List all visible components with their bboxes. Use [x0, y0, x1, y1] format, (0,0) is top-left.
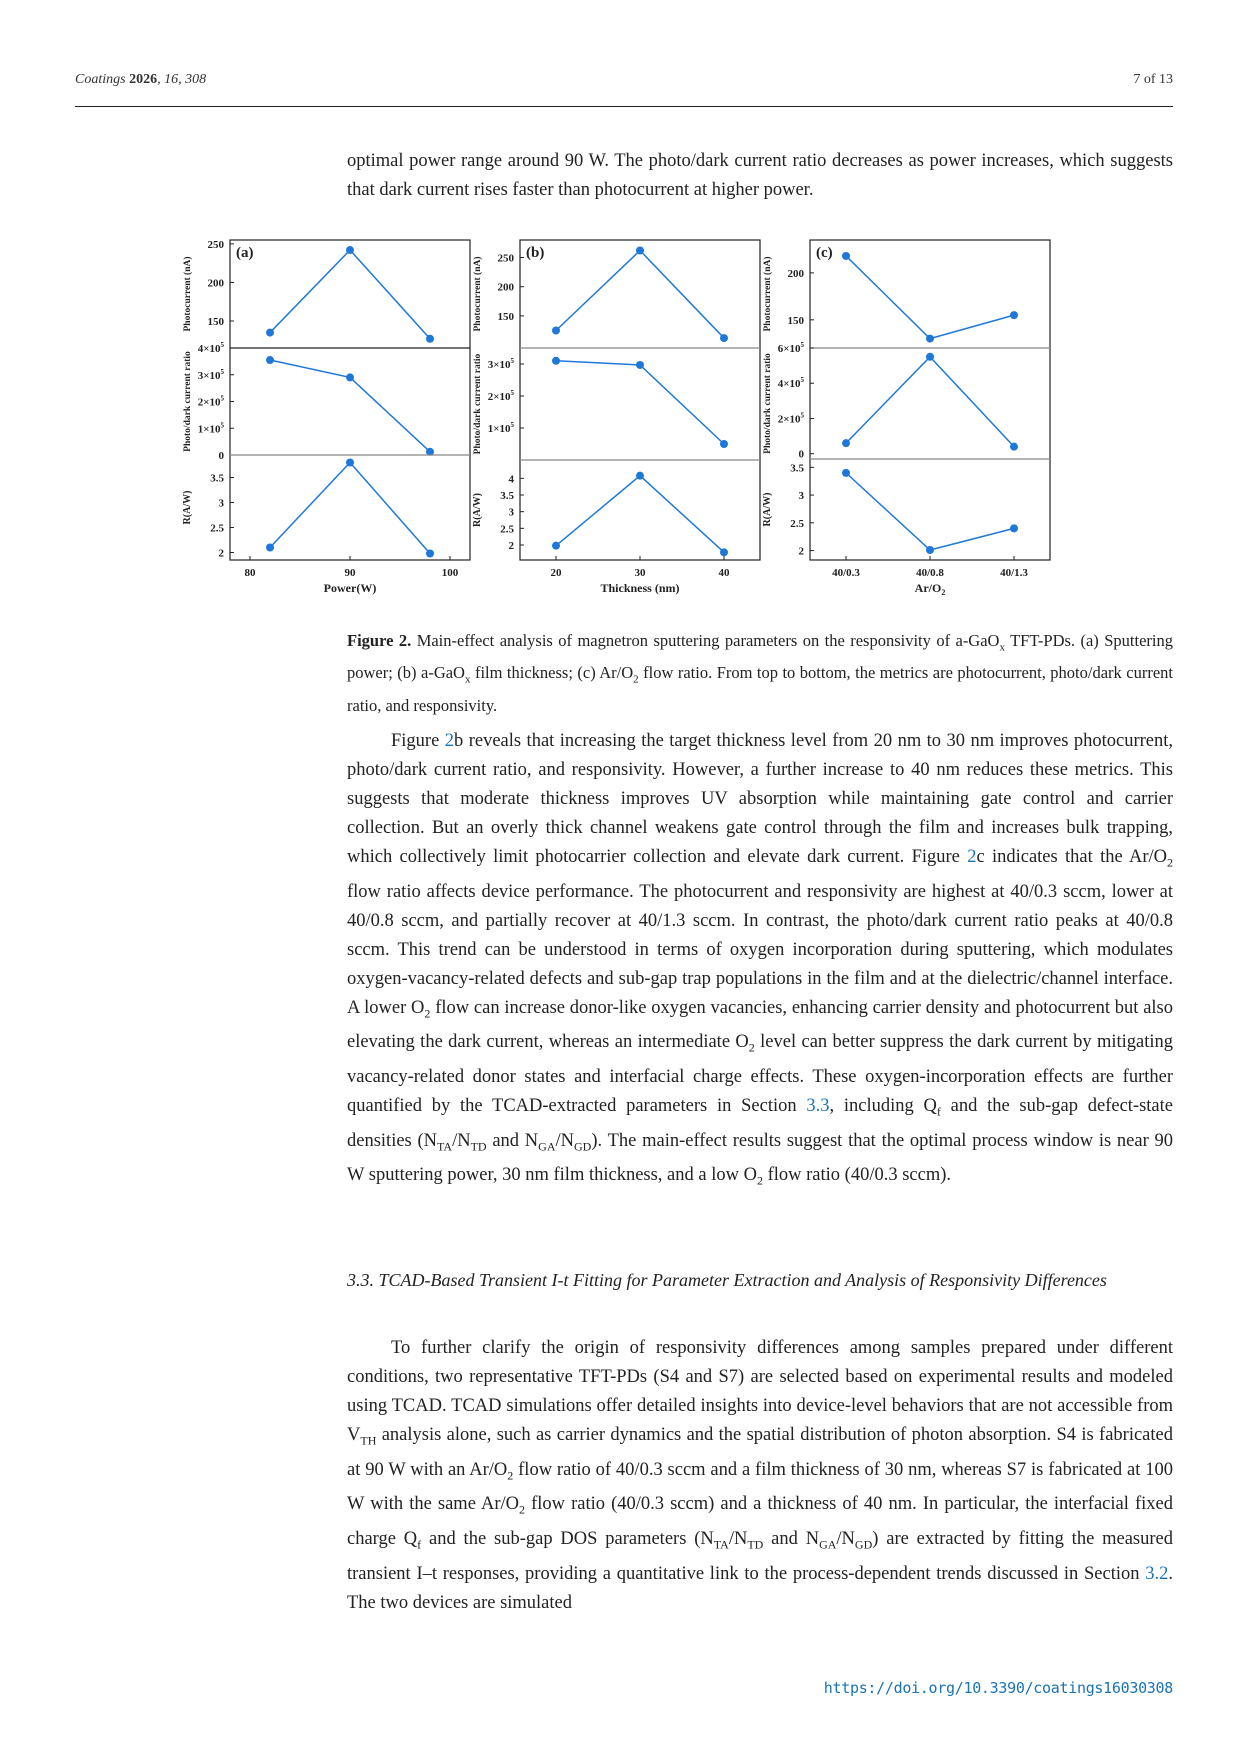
main-effect-chart [180, 235, 1180, 615]
data-point [842, 439, 850, 447]
data-point [426, 550, 434, 558]
y-tick-label: 2.5 [500, 523, 514, 536]
data-point [1010, 311, 1018, 319]
panel-frame [520, 240, 760, 560]
data-point [926, 546, 934, 554]
x-tick-label: 40 [718, 567, 730, 579]
journal-volume: , 16, 308 [157, 72, 207, 87]
y-tick-label: 2 [218, 547, 224, 560]
data-point [1010, 443, 1018, 451]
y-tick-label: $2\times 10^5$ [197, 394, 224, 409]
y-tick-label: 2 [508, 540, 514, 552]
header-rule [75, 106, 1173, 107]
y-axis-label: Photo/dark current ratio [183, 351, 193, 452]
y-tick-label: $1\times 10^5$ [487, 421, 514, 435]
y-tick-label: $3\times 10^5$ [197, 367, 224, 382]
y-tick-label: 250 [497, 252, 514, 265]
x-axis-label: Power(W) [323, 581, 377, 595]
x-tick-label: 90 [344, 567, 356, 579]
figure-2-link[interactable]: 2 [967, 847, 977, 867]
caption-text: Main-effect analysis of magnetron sputtering parameters on the responsivity of a-GaO$_x$ TFT-PDs. (a) Sputtering power; (b) a-GaO$_x$ film thickness; (c) $Ar/O_2$ flow ratio. From top to bottom, the metrics are photocurrent, photo/dark current ratio, and responsivity. [347, 631, 1173, 715]
y-axis-label: R(A/W) [182, 490, 193, 525]
data-point [346, 246, 354, 254]
panel-label: (a) [236, 245, 254, 261]
y-tick-label: 0 [218, 450, 224, 462]
y-tick-label: 200 [497, 281, 514, 294]
data-point [552, 542, 560, 550]
page-number: 7 of 13 [1133, 72, 1173, 87]
x-tick-label: 40/0.8 [916, 567, 944, 579]
series-line [556, 251, 724, 339]
y-tick-label: 3.5 [210, 472, 224, 485]
panel-frame [810, 240, 1050, 560]
series-line [846, 256, 1014, 339]
x-tick-label: 100 [441, 567, 459, 579]
y-tick-label: 3.5 [500, 490, 514, 502]
y-tick-label: 200 [207, 277, 224, 290]
y-tick-label: 0 [798, 448, 804, 461]
data-point [346, 459, 354, 467]
y-tick-label: $3\times 10^5$ [487, 357, 514, 371]
data-point [842, 469, 850, 477]
intro-paragraph: optimal power range around 90 W. The photo/dark current ratio decreases as power increases, which suggests that dark current rises faster than photocurrent at higher power. [347, 151, 1173, 200]
y-tick-label: 150 [207, 316, 224, 328]
data-point [266, 356, 274, 364]
y-tick-label: 3 [798, 490, 804, 503]
caption-label: Figure 2. [347, 631, 412, 650]
data-point [636, 472, 644, 480]
panel-frame [230, 240, 470, 560]
data-point [636, 247, 644, 255]
section-3-3-link[interactable]: 3.3 [806, 1096, 830, 1117]
y-tick-label: 3 [508, 506, 514, 519]
y-axis-label: R(A/W) [472, 493, 483, 527]
y-tick-label: 3 [218, 497, 224, 510]
y-tick-label: 2 [798, 545, 804, 558]
journal-year: 2026 [129, 72, 158, 87]
y-axis-label: Photocurrent (nA) [183, 256, 193, 332]
data-point [1010, 524, 1018, 532]
y-axis-label: Photocurrent (nA) [473, 256, 483, 332]
x-tick-label: 40/0.3 [832, 567, 860, 579]
series-line [556, 361, 724, 444]
data-point [720, 440, 728, 448]
data-point [926, 353, 934, 361]
y-tick-label: 4 [508, 473, 514, 486]
data-point [720, 334, 728, 342]
x-tick-label: 30 [634, 567, 646, 579]
data-point [842, 252, 850, 260]
y-tick-label: $2\times 10^5$ [487, 389, 514, 403]
data-point [926, 335, 934, 343]
panel-label: (b) [526, 245, 545, 261]
series-line [270, 463, 430, 554]
y-axis-label: Photocurrent (nA) [763, 256, 773, 332]
figure-2-link[interactable]: 2 [444, 731, 455, 751]
figure-2 [180, 235, 1180, 615]
y-tick-label: 200 [787, 267, 804, 280]
journal-name: Coatings [75, 72, 126, 87]
y-tick-label: 3.5 [790, 462, 804, 475]
y-tick-label: 150 [497, 310, 514, 323]
series-line [846, 473, 1014, 550]
section-3-2-link[interactable]: 3.2 [1145, 1563, 1169, 1584]
y-tick-label: $2\times 10^5$ [777, 411, 804, 426]
y-axis-label: Photo/dark current ratio [763, 353, 773, 454]
y-tick-label: $6\times 10^5$ [777, 341, 804, 355]
y-tick-label: $4\times 10^5$ [777, 376, 804, 391]
series-line [270, 250, 430, 339]
data-point [636, 361, 644, 369]
y-tick-label: $4\times 10^5$ [197, 341, 224, 355]
series-line [556, 476, 724, 553]
y-tick-label: 150 [787, 314, 804, 327]
data-point [266, 329, 274, 337]
running-header [75, 72, 1173, 88]
data-point [720, 548, 728, 556]
y-tick-label: $1\times 10^5$ [197, 421, 224, 436]
panel-label: (c) [816, 245, 833, 261]
data-point [426, 335, 434, 343]
x-tick-label: 80 [244, 567, 256, 579]
x-axis-label: $Ar/O_2$ [914, 581, 946, 597]
y-axis-label: R(A/W) [762, 492, 773, 527]
series-line [846, 357, 1014, 447]
section-heading-3-3: 3.3. TCAD-Based Transient I-t Fitting for Parameter Extraction and Analysis of Responsivity Differences [347, 1270, 1107, 1290]
data-point [552, 357, 560, 365]
data-point [552, 326, 560, 334]
y-axis-label: Photo/dark current ratio [473, 353, 483, 455]
paragraph-figure-2-discussion: Figure 2b reveals that increasing the target thickness level from 20 nm to 30 nm improves photocurrent, photo/dark current ratio, and responsivity. However, a further increase to 40 nm reduces these metrics. This suggests that moderate thickness improves UV absorption while maintaining gate control and carrier collection. But an overly thick channel weakens gate control through the film and increases bulk trapping, which collectively limit photocarrier collection and elevate dark current. Figure 2c indicates that the $Ar/O_2$ flow ratio affects device performance. The photocurrent and responsivity are highest at 40/0.3 sccm, lower at 40/0.8 sccm, and partially recover at 40/1.3 sccm. In contrast, the photo/dark current ratio peaks at 40/0.8 sccm. This trend can be understood in terms of oxygen incorporation during sputtering, which modulates oxygen-vacancy-related defects and sub-gap trap populations in the film and at the dielectric/channel interface. A lower $O_2$ flow can increase donor-like oxygen vacancies, enhancing carrier density and photocurrent but also elevating the dark current, whereas an intermediate $O_2$ level can better suppress the dark current by mitigating vacancy-related donor states and interfacial charge effects. These oxygen-incorporation effects are further quantified by the TCAD-extracted parameters in Section 3.3, including $Q_f$ and the sub-gap defect-state densities ($N_{TA}/N_{TD}$ and $N_{GA}/N_{GD}$). The main-effect results suggest that the optimal process window is near 90 W sputtering power, 30 nm film thickness, and a low $O_2$ flow ratio (40/0.3 sccm). [347, 731, 1173, 1189]
x-tick-label: 20 [550, 567, 562, 579]
x-tick-label: 40/1.3 [1000, 567, 1028, 579]
data-point [266, 544, 274, 552]
data-point [346, 373, 354, 381]
figure-caption [347, 628, 1173, 719]
x-axis-label: Thickness (nm) [600, 581, 680, 595]
y-tick-label: 2.5 [210, 522, 224, 535]
doi-link[interactable]: https://doi.org/10.3390/coatings16030308 [823, 1679, 1173, 1697]
y-tick-label: 2.5 [790, 517, 804, 530]
paragraph-tcad: To further clarify the origin of responsivity differences among samples prepared under different conditions, two representative TFT-PDs (S4 and S7) are selected based on experimental results and modeled using TCAD. TCAD simulations offer detailed insights into device-level behaviors that are not accessible from $V_{TH}$ analysis alone, such as carrier dynamics and the spatial distribution of photon absorption. S4 is fabricated at 90 W with an $Ar/O_2$ flow ratio of 40/0.3 sccm and a film thickness of 30 nm, whereas S7 is fabricated at 100 W with the same $Ar/O_2$ flow ratio (40/0.3 sccm) and a thickness of 40 nm. In particular, the interfacial fixed charge $Q_f$ and the sub-gap DOS parameters ($N_{TA}/N_{TD}$ and $N_{GA}/N_{GD}$) are extracted by fitting the measured transient I–t responses, providing a quantitative link to the process-dependent trends discussed in Section 3.2. The two devices are simulated [347, 1338, 1174, 1613]
y-tick-label: 250 [207, 238, 224, 251]
